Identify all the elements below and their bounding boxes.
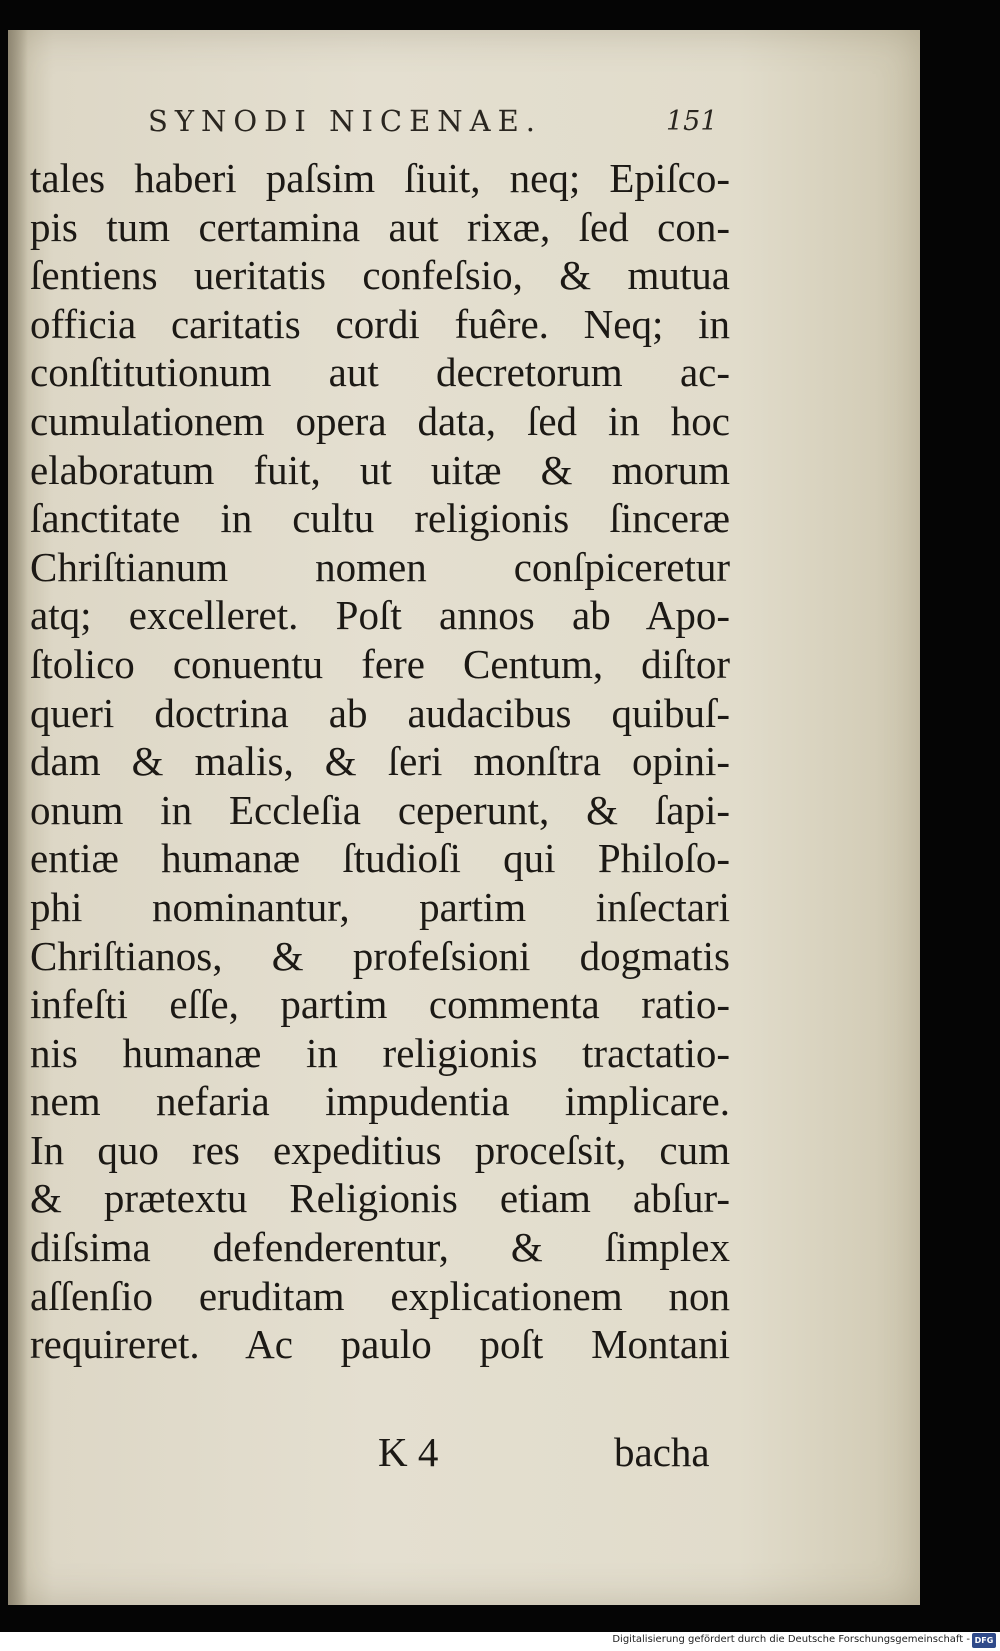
text-line: aſſenſio eruditam explicationem non (30, 1272, 730, 1319)
text-line: ſtolico conuentu fere Centum, diſtor (30, 640, 730, 687)
text-line: cumulationem opera data, ſed in hoc (30, 397, 730, 444)
text-line: dam & malis, & ſeri monſtra opini- (30, 738, 730, 785)
text-line: queri doctrina ab audacibus quibuſ- (30, 689, 730, 736)
text-line: diſsima defenderentur, & ſimplex (30, 1224, 730, 1271)
text-line: pis tum certamina aut rixæ, ſed con- (30, 203, 730, 250)
text-line: officia caritatis cordi fuêre. Neq; in (30, 300, 730, 347)
page-gutter-shadow (8, 30, 28, 1605)
dfg-credit-text: Digitalisierung gefördert durch die Deutsche Forschungsgemeinschaft - (612, 1634, 970, 1645)
text-line: ſanctitate in cultu religionis ſinceræ (30, 495, 730, 542)
dfg-logo-icon[interactable]: DFG (972, 1633, 996, 1648)
text-line: In quo res expeditius proceſsit, cum (30, 1126, 730, 1173)
text-line: elaboratum fuit, ut uitæ & morum (30, 446, 730, 493)
text-line: conſtitutionum aut decretorum ac- (30, 349, 730, 396)
text-line: ſentiens ueritatis confeſsio, & mutua (30, 252, 730, 299)
signature-mark: K 4 (378, 1429, 439, 1475)
text-line: onum in Eccleſia ceperunt, & ſapi- (30, 786, 730, 833)
text-line: requireret. Ac paulo poſt Montani (30, 1321, 730, 1368)
text-line: phi nominantur, partim inſectari (30, 883, 730, 930)
text-line: Chriſtianum nomen conſpiceretur (30, 543, 730, 590)
text-line: nis humanæ in religionis tractatio- (30, 1029, 730, 1076)
catchline (378, 1428, 738, 1478)
main-text-block (30, 154, 730, 1369)
text-line: Chriſtianos, & profeſsioni dogmatis (30, 932, 730, 979)
text-line: nem nefaria impudentia implicare. (30, 1078, 730, 1125)
text-line: atq; excelleret. Poſt annos ab Apo- (30, 592, 730, 639)
text-line: infeſti eſſe, partim commenta ratio- (30, 981, 730, 1028)
digitization-footer (0, 1632, 1000, 1651)
book-page (8, 30, 920, 1605)
running-head-title: SYNODI NICENAE. (148, 104, 542, 138)
text-line: & prætextu Religionis etiam abſur- (30, 1175, 730, 1222)
text-line: entiæ humanæ ſtudioſi qui Philoſo- (30, 835, 730, 882)
running-head (138, 102, 728, 152)
folio-number: 151 (666, 106, 718, 137)
text-line: tales haberi paſsim ſiuit, neq; Epiſco- (30, 155, 730, 201)
catchword: bacha (614, 1429, 710, 1475)
